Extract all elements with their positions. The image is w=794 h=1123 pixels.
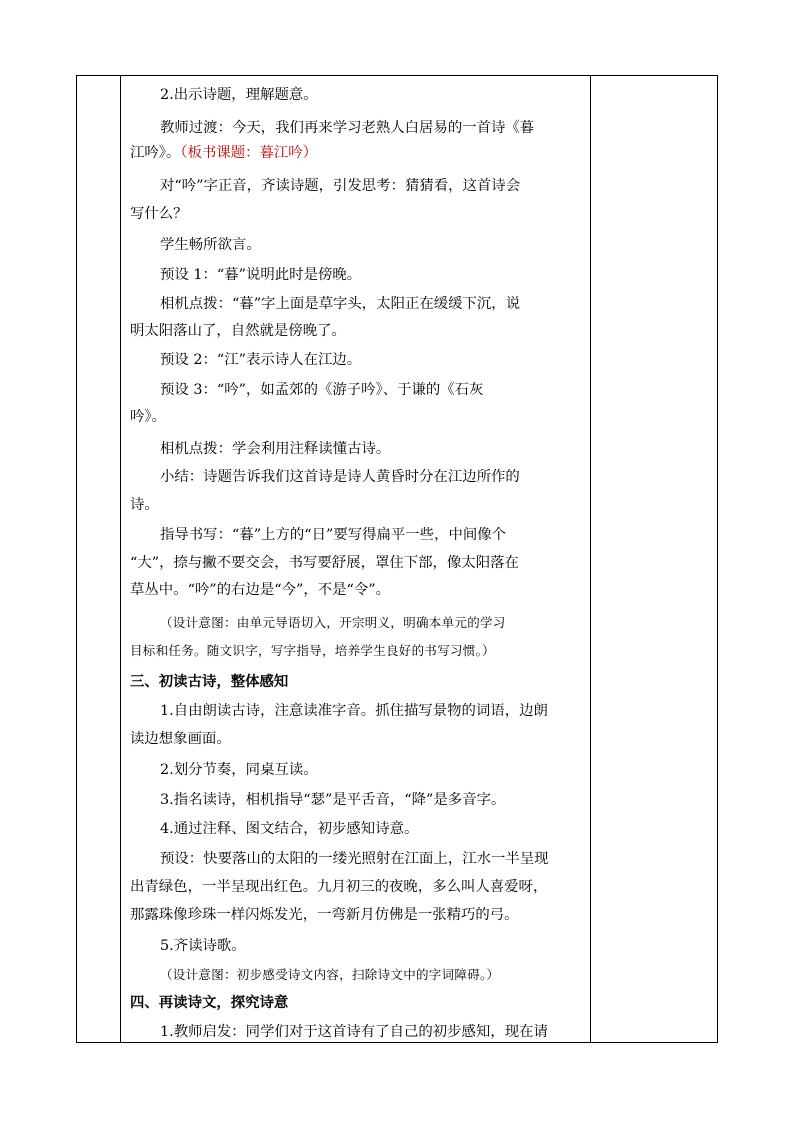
text-span: 江吟》。 — [130, 145, 181, 161]
text-line: 1.自由朗读古诗，注意读准字音。抓住描写景物的词语，边朗 — [160, 703, 548, 719]
section-heading: 三、初读古诗，整体感知 — [130, 673, 289, 690]
text-line: 教师过渡：今天，我们再来学习老熟人白居易的一首诗《暮 — [160, 120, 535, 136]
text-line: 3.指名读诗，相机指导“瑟”是平舌音，“降”是多音字。 — [160, 792, 506, 808]
text-line: 诗。 — [130, 497, 159, 513]
text-line: 出青绿色，一半呈现出红色。九月初三的夜晚，多么叫人喜爱呀， — [130, 879, 548, 895]
text-line: 对“吟”字正音，齐读诗题，引发思考：猜猜看，这首诗会 — [160, 178, 521, 194]
design-intent-note: 目标和任务。随文识字，写字指导，培养学生良好的书写习惯。） — [130, 643, 495, 658]
text-line: 那露珠像珍珠一样闪烁发光，一弯新月仿佛是一张精巧的弓。 — [130, 907, 519, 923]
text-line: 5.齐读诗歌。 — [160, 938, 246, 954]
text-line: 小结：诗题告诉我们这首诗是诗人黄昏时分在江边所作的 — [160, 469, 520, 485]
lesson-content-cell — [120, 75, 590, 1043]
text-line: 吟》。 — [130, 409, 166, 425]
design-intent-note: （设计意图：由单元导语切入，开宗明义，明确本单元的学习 — [160, 615, 506, 630]
text-line: 2.出示诗题，理解题意。 — [160, 87, 318, 103]
text-line: 预设：快要落山的太阳的一缕光照射在江面上，江水一半呈现 — [160, 851, 549, 867]
text-line: 指导书写：“暮”上方的“日”要写得扁平一些，中间像个 — [160, 527, 507, 543]
text-line: 读边想象画面。 — [130, 731, 231, 747]
text-line: 相机点拨：“暮”字上面是草字头，太阳正在缓缓下沉，说 — [160, 296, 521, 312]
text-line: 草丛中。“吟”的右边是“今”，不是“令”。 — [130, 582, 391, 598]
text-line: “大”，捺与撇不要交会，书写要舒展，罩住下部，像太阳落在 — [130, 555, 519, 571]
design-intent-note: （设计意图：初步感受诗文内容，扫除诗文中的字词障碍。） — [160, 967, 500, 982]
text-line: 相机点拨：学会利用注释读懂古诗。 — [160, 441, 391, 457]
text-line: 预设 1：“暮”说明此时是傍晚。 — [160, 267, 362, 283]
text-line: 明太阳落山了，自然就是傍晚了。 — [130, 323, 346, 339]
text-line: 学生畅所欲言。 — [160, 237, 261, 253]
text-line: 写什么？ — [130, 206, 188, 222]
text-line: 1.教师启发：同学们对于这首诗有了自己的初步感知，现在请 — [160, 1024, 548, 1040]
board-title-note: （板书课题：暮江吟） — [180, 145, 318, 161]
text-line: 2.划分节奏，同桌互读。 — [160, 762, 318, 778]
text-line: 预设 2：“江”表示诗人在江边。 — [160, 352, 362, 368]
text-line: 4.通过注释、图文结合，初步感知诗意。 — [160, 821, 419, 837]
text-line — [130, 138, 586, 168]
section-heading: 四、再读诗文，探究诗意 — [130, 994, 289, 1011]
text-line: 预设 3：“吟”，如孟郊的《游子吟》、于谦的《石灰 — [160, 382, 484, 398]
column-divider-2 — [590, 76, 591, 1042]
